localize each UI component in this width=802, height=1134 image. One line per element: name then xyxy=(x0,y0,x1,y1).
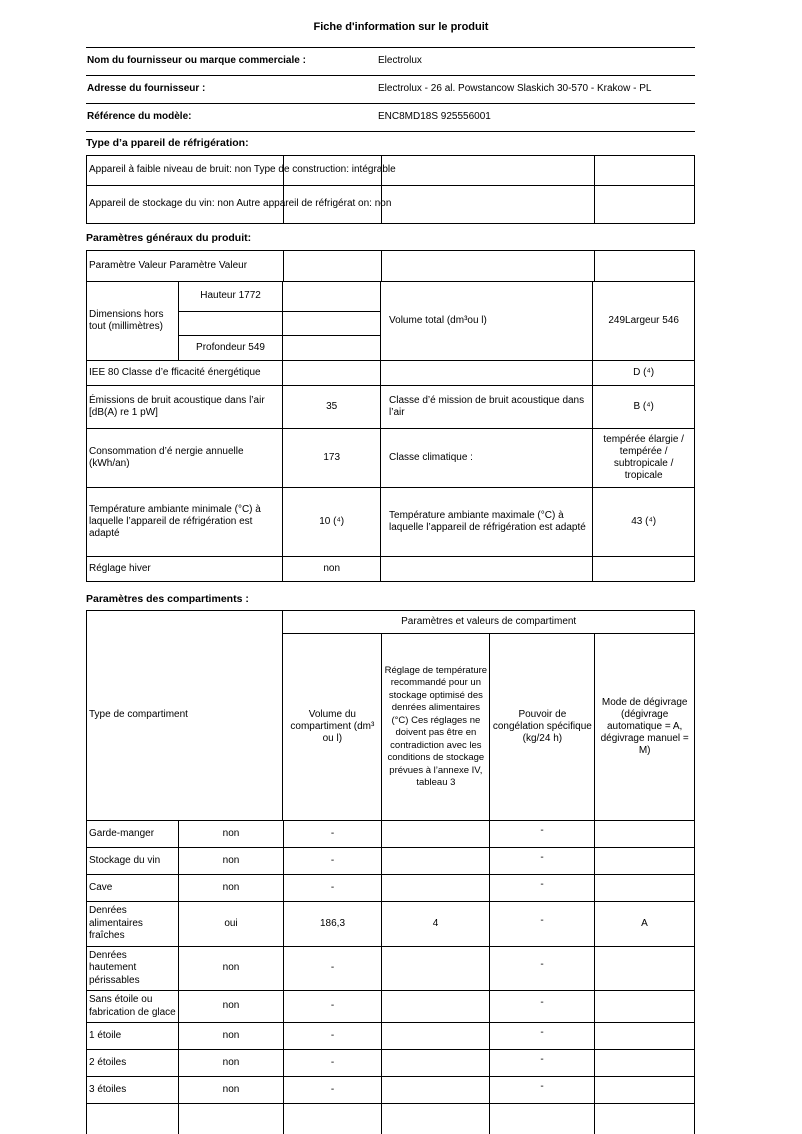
compartments-column-headers xyxy=(283,634,694,820)
table-divider xyxy=(594,156,595,185)
param-value xyxy=(282,361,380,385)
param-label: IEE 80 Classe d’e fficacité énergétique xyxy=(89,366,261,378)
table-divider xyxy=(381,251,382,281)
compartment-volume: - xyxy=(283,1050,381,1076)
table-row xyxy=(87,488,694,557)
compartment-temp-setting xyxy=(381,848,489,874)
compartment-present: non xyxy=(178,848,283,874)
compartment-row xyxy=(87,821,694,848)
supplier-address-label: Adresse du fournisseur : xyxy=(87,83,206,95)
compartment-freezing-capacity xyxy=(489,1050,594,1076)
table-row xyxy=(87,156,694,186)
general-section-heading: Paramètres généraux du produit: xyxy=(86,232,252,244)
compartment-volume: - xyxy=(283,821,381,847)
empty-cell xyxy=(381,1104,489,1134)
compartment-defrost-mode xyxy=(594,821,694,847)
compartments-span-header: Paramètres et valeurs de compartiment xyxy=(283,611,694,634)
empty-cell xyxy=(489,1104,594,1134)
compartment-defrost-mode xyxy=(594,991,694,1022)
compartment-defrost-mode xyxy=(594,1023,694,1049)
table-divider xyxy=(283,251,284,281)
compartment-volume: - xyxy=(283,947,381,991)
freezing-capacity-value: - xyxy=(540,851,544,863)
general-header-text: Paramètre Valeur Paramètre Valeur xyxy=(89,259,248,271)
table-row xyxy=(87,251,694,282)
energy-consumption-value: 173 xyxy=(282,429,380,487)
temp-setting-column-header: Réglage de température recommandé pour un stockage optimisé des denrées alimentaires (°C) Ces réglages ne doivent pas être en contradiction avec les conditions de stockage prévues à l’annexe IV, tableau 3 xyxy=(381,634,489,820)
compartment-row xyxy=(87,848,694,875)
empty-cell xyxy=(283,1104,381,1134)
freezing-capacity-value: - xyxy=(540,1080,544,1092)
supplier-info-table xyxy=(86,47,695,132)
compartment-temp-setting xyxy=(381,947,489,991)
compartment-temp-setting xyxy=(381,1077,489,1103)
compartment-volume: - xyxy=(283,875,381,901)
compartment-freezing-capacity xyxy=(489,902,594,946)
compartments-table-header xyxy=(87,611,694,821)
defrost-mode-column-header: Mode de dégivrage (dégivrage automatique = A, dégivrage manuel = M) xyxy=(594,634,694,820)
compartment-temp-setting xyxy=(381,991,489,1022)
compartment-name: 1 étoile xyxy=(89,1029,122,1041)
compartment-freezing-capacity xyxy=(489,821,594,847)
volume-total-value: 249Largeur 546 xyxy=(592,282,694,360)
compartment-volume: - xyxy=(283,1023,381,1049)
compartment-name: Denrées hautement périssables xyxy=(89,949,140,986)
profondeur-value: Profondeur 549 xyxy=(196,341,265,353)
compartment-volume: - xyxy=(283,848,381,874)
max-temp-value: 43 (⁴) xyxy=(592,488,694,556)
table-row xyxy=(87,361,694,386)
min-temp-value: 10 (⁴) xyxy=(282,488,380,556)
model-reference-value: ENC8MD18S 925556001 xyxy=(378,111,491,123)
compartment-freezing-capacity xyxy=(489,991,594,1022)
winter-setting-value: non xyxy=(282,557,380,581)
compartment-defrost-mode xyxy=(594,947,694,991)
appliance-type-table xyxy=(86,155,695,224)
compartment-name: Garde-manger xyxy=(89,827,155,839)
empty-cell xyxy=(594,1104,694,1134)
compartment-name: Cave xyxy=(89,881,113,893)
noise-class-value: B (⁴) xyxy=(592,386,694,428)
compartment-name: Stockage du vin xyxy=(89,854,161,866)
dimensions-subtable xyxy=(178,282,283,360)
compartment-defrost-mode xyxy=(594,848,694,874)
compartment-name: 3 étoiles xyxy=(89,1083,127,1095)
compartment-present: oui xyxy=(178,902,283,946)
table-row xyxy=(87,386,694,429)
table-row xyxy=(86,48,695,76)
supplier-address-value: Electrolux - 26 al. Powstancow Slaskich 30-570 - Krakow - PL xyxy=(378,83,652,95)
appliance-type-text: Appareil de stockage du vin: non Autre appareil de réfrigérat on: non xyxy=(89,198,392,210)
compartment-name: 2 étoiles xyxy=(89,1056,127,1068)
compartment-row-clipped xyxy=(87,1104,694,1134)
compartment-temp-setting xyxy=(381,1050,489,1076)
compartment-row xyxy=(87,947,694,992)
noise-value: 35 xyxy=(282,386,380,428)
supplier-name-label: Nom du fournisseur ou marque commerciale : xyxy=(87,55,306,67)
page-title: Fiche d'information sur le produit xyxy=(313,21,489,33)
compartment-defrost-mode: A xyxy=(594,902,694,946)
compartment-defrost-mode xyxy=(594,875,694,901)
compartment-type-header: Type de compartiment xyxy=(89,709,188,721)
compartment-temp-setting: 4 xyxy=(381,902,489,946)
freezing-capacity-value: - xyxy=(540,1053,544,1065)
type-section-heading: Type d’a ppareil de réfrigération: xyxy=(86,137,249,149)
volume-column-header: Volume du compartiment (dm³ ou l) xyxy=(290,708,375,745)
empty-cell xyxy=(283,282,380,312)
compartment-row xyxy=(87,1050,694,1077)
param-label: Classe d’é mission de bruit acoustique dans l’air xyxy=(380,386,592,428)
compartment-present: non xyxy=(178,1077,283,1103)
param-label xyxy=(380,557,592,581)
compartment-defrost-mode xyxy=(594,1050,694,1076)
compartment-present: non xyxy=(178,947,283,991)
compartment-row xyxy=(87,902,694,947)
compartment-temp-setting xyxy=(381,875,489,901)
empty-cell xyxy=(283,336,380,360)
table-row xyxy=(86,76,695,104)
empty-cell xyxy=(179,312,283,336)
freezing-capacity-value: - xyxy=(540,959,544,971)
empty-cell xyxy=(178,1104,283,1134)
compartment-freezing-capacity xyxy=(489,848,594,874)
compartment-temp-setting xyxy=(381,1023,489,1049)
table-row xyxy=(87,429,694,488)
param-value xyxy=(592,557,694,581)
compartment-freezing-capacity xyxy=(489,1023,594,1049)
freezing-capacity-column-header: Pouvoir de congélation spécifique (kg/24 h) xyxy=(489,634,594,820)
table-row xyxy=(87,557,694,582)
dimensions-subtable-spacer xyxy=(282,282,380,360)
freezing-capacity-value: - xyxy=(540,997,544,1009)
compartment-volume: 186,3 xyxy=(283,902,381,946)
param-label: Classe climatique : xyxy=(380,429,592,487)
climate-class-value: tempérée élargie / tempérée / subtropicale / tropicale xyxy=(592,429,694,487)
compartment-name: Denrées alimentaires fraîches xyxy=(89,905,143,941)
freezing-capacity-value: - xyxy=(540,914,544,926)
volume-total-label: Volume total (dm³ou l) xyxy=(380,282,592,360)
compartment-temp-setting xyxy=(381,821,489,847)
compartment-present: non xyxy=(178,1023,283,1049)
param-label: Émissions de bruit acoustique dans l’air [dB(A) re 1 pW] xyxy=(89,394,265,418)
compartment-volume: - xyxy=(283,1077,381,1103)
dimensions-label: Dimensions hors tout (millimètres) xyxy=(89,308,164,332)
compartment-row xyxy=(87,991,694,1023)
compartment-freezing-capacity xyxy=(489,1077,594,1103)
dimensions-row xyxy=(87,282,694,361)
param-label xyxy=(380,361,592,385)
model-reference-label: Référence du modèle: xyxy=(87,111,192,123)
compartment-row xyxy=(87,875,694,902)
empty-cell xyxy=(283,312,380,336)
compartments-header-right xyxy=(282,611,694,820)
compartment-present: non xyxy=(178,821,283,847)
compartment-freezing-capacity xyxy=(489,875,594,901)
compartment-present: non xyxy=(178,875,283,901)
compartment-freezing-capacity xyxy=(489,947,594,991)
compartment-name: Sans étoile ou fabrication de glace xyxy=(89,994,176,1018)
param-label: Température ambiante maximale (°C) à laquelle l’appareil de réfrigération est adapté xyxy=(380,488,592,556)
param-label: Température ambiante minimale (°C) à laquelle l’appareil de réfrigération est adapté xyxy=(89,503,261,540)
compartment-present: non xyxy=(178,991,283,1022)
table-row xyxy=(87,186,694,224)
freezing-capacity-value: - xyxy=(540,1026,544,1038)
compartment-row xyxy=(87,1077,694,1104)
table-divider xyxy=(594,186,595,223)
compartments-section-heading: Paramètres des compartiments : xyxy=(86,593,249,605)
appliance-type-text: Appareil à faible niveau de bruit: non Type de construction: intégrable xyxy=(89,164,396,176)
param-label: Réglage hiver xyxy=(89,562,151,574)
freezing-capacity-value: - xyxy=(540,824,544,836)
compartment-defrost-mode xyxy=(594,1077,694,1103)
general-parameters-table xyxy=(86,250,695,582)
supplier-name-value: Electrolux xyxy=(378,55,422,67)
empty-cell xyxy=(87,1104,178,1134)
compartment-volume: - xyxy=(283,991,381,1022)
table-row xyxy=(86,104,695,132)
param-label: Consommation d’é nergie annuelle (kWh/an) xyxy=(89,445,244,469)
freezing-capacity-value: - xyxy=(540,878,544,890)
compartments-table xyxy=(86,610,695,1134)
energy-class-value: D (⁴) xyxy=(592,361,694,385)
compartment-present: non xyxy=(178,1050,283,1076)
table-divider xyxy=(594,251,595,281)
compartment-row xyxy=(87,1023,694,1050)
hauteur-value: Hauteur 1772 xyxy=(179,282,283,312)
